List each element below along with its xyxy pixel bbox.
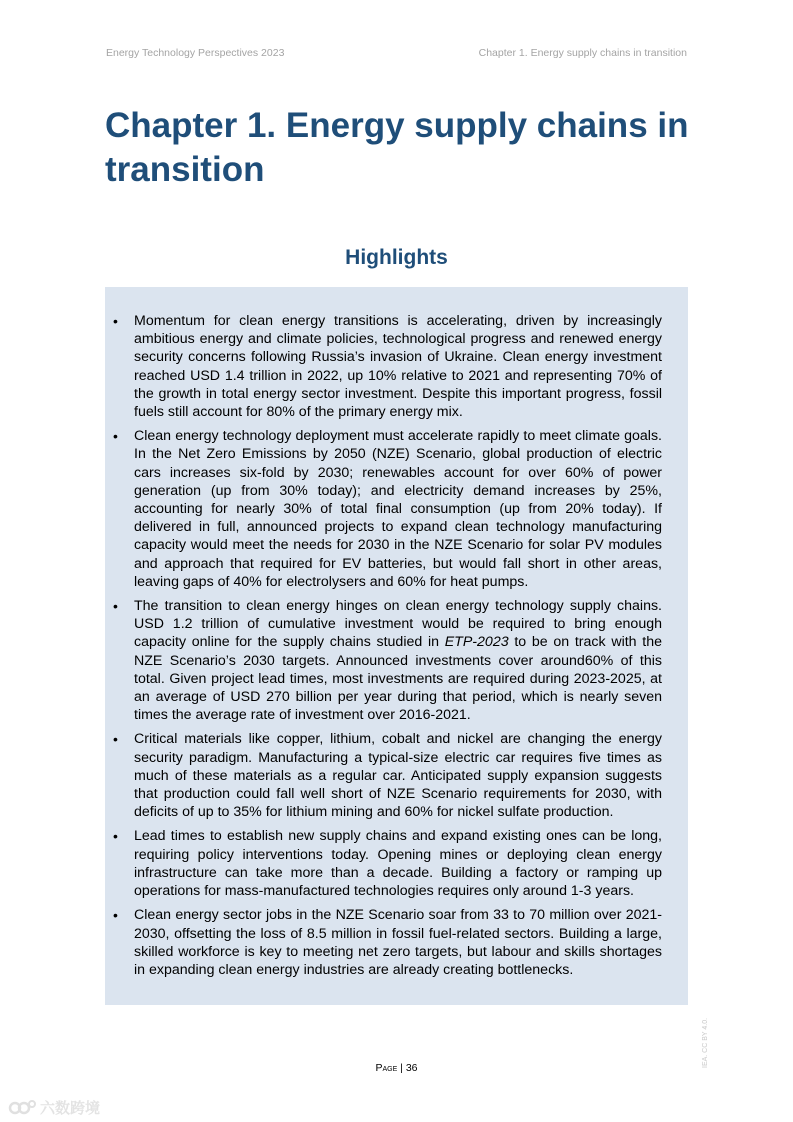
running-header-left: Energy Technology Perspectives 2023 — [106, 47, 285, 59]
highlight-item — [113, 427, 662, 591]
highlight-text-continued: to be on track with the NZE Scenario’s 2030 targets. Announced investments cover around60% of this total. Given project lead times, most investments are required during 2023-2025, at an average of USD 270 billion per year during that period, which is nearly seven times the average rate of investment over 2016-2021. — [134, 634, 662, 724]
page-footer — [0, 1062, 793, 1074]
license-note: IEA. CC BY 4.0. — [702, 1017, 709, 1068]
bullet-icon: • — [113, 313, 118, 329]
highlight-text: Lead times to establish new supply chains and expand existing ones can be long, requiring policy interventions today. Opening mines or deploying clean energy infrastructure can take more than a decade. Building a factory or ramping up operations for mass-manufactured technologies requires only around 1-3 years. — [134, 828, 662, 900]
watermark-text: 六数跨境 — [40, 1100, 101, 1117]
highlight-text: The transition to clean energy hinges on clean energy technology supply chains. USD 1.2 trillion of cumulative investment would be required to bring enough capacity online for the supply chains studied in — [134, 598, 662, 651]
highlight-item — [113, 597, 662, 724]
highlight-text: Momentum for clean energy transitions is accelerating, driven by increasingly ambitious energy and climate policies, technological progress and renewed energy security concerns following Russia’s invasion of Ukraine. Clean energy investment reached USD 1.4 trillion in 2022, up 10% relative to 2021 and representing 70% of the growth in total energy sector investment. Despite this important progress, fossil fuels still account for 80% of the primary energy mix. — [134, 313, 662, 421]
highlight-item — [113, 906, 662, 979]
page-number: 36 — [405, 1062, 418, 1074]
running-header-right: Chapter 1. Energy supply chains in transition — [478, 47, 687, 59]
bullet-icon: • — [113, 828, 118, 845]
bullet-icon: • — [113, 428, 118, 445]
highlight-text: Clean energy sector jobs in the NZE Scenario soar from 33 to 70 million over 2021-2030, offsetting the loss of 8.5 million in fossil fuel-related sectors. Building a large, skilled workforce is key to meeting net zero targets, but labour and skills shortages in expanding clean energy industries are already creating bottlenecks. — [134, 907, 662, 978]
page-separator: | — [397, 1062, 406, 1074]
highlights-box — [105, 287, 688, 1005]
watermark-logo-icon — [8, 1099, 36, 1117]
chapter-title: Chapter 1. Energy supply chains in transition — [105, 106, 689, 189]
highlight-emphasis: ETP-2023 — [444, 634, 509, 651]
bullet-icon: • — [113, 598, 118, 615]
highlight-item — [113, 312, 662, 421]
highlight-text: Critical materials like copper, lithium, cobalt and nickel are changing the energy security paradigm. Manufacturing a typical-size electric car requires five times as much of these materials as a regular car. Anticipated supply expansion suggests that production could fall well short of NZE Scenario requirements for 2030, with deficits of up to 35% for lithium mining and 60% for nickel sulfate production. — [134, 731, 662, 821]
highlights-list — [113, 312, 662, 979]
bullet-icon: • — [113, 907, 118, 924]
watermark — [8, 1097, 100, 1118]
bullet-icon: • — [113, 731, 118, 748]
page-label: Page — [375, 1062, 398, 1074]
section-heading-highlights: Highlights — [345, 246, 448, 269]
highlight-item — [113, 730, 662, 821]
highlight-item — [113, 827, 662, 900]
highlight-text: Clean energy technology deployment must accelerate rapidly to meet climate goals. In the Net Zero Emissions by 2050 (NZE) Scenario, global production of electric cars increases six-fold by 2030; renewables account for over 60% of power generation (up from 30% today); and electricity demand increases by 25%, accounting for nearly 30% of total final consumption (up from 20% today). If delivered in full, announced projects to expand clean technology manufacturing capacity would meet the needs for 2030 in the NZE Scenario for solar PV modules and approach that required for EV batteries, but would fall short in other areas, leaving gaps of 40% for electrolysers and 60% for heat pumps. — [134, 428, 662, 590]
